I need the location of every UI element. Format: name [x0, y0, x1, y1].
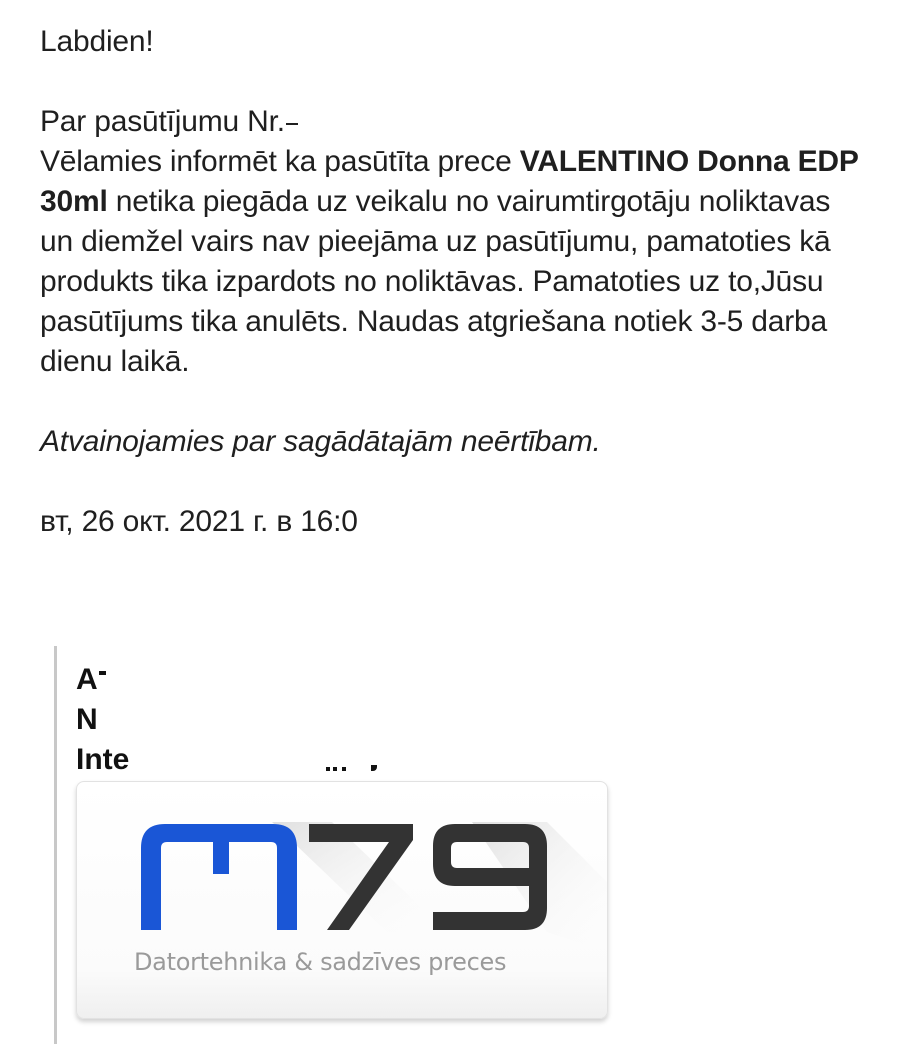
greeting: Labdien!: [40, 25, 154, 58]
company-logo: [76, 781, 608, 1019]
message-before-product: Vēlamies informēt ka pasūtīta prece: [40, 145, 520, 178]
order-number-redacted: [286, 123, 298, 125]
quoted-signature: [76, 660, 129, 780]
signature-line-1: A: [76, 660, 129, 700]
m79-logo-graphic: [77, 782, 607, 1018]
signature-line-3: Inte: [76, 740, 129, 780]
order-number-line: [40, 102, 870, 142]
message-paragraph: [40, 142, 870, 382]
quoted-date: вт, 26 окт. 2021 г. в 16:0: [40, 505, 358, 538]
order-prefix: Par pasūtījumu Nr.: [40, 105, 285, 138]
email-body: [40, 22, 870, 542]
apology-text: Atvainojamies par sagādātajām neērtībam.: [40, 425, 601, 458]
logo-digit-9: [433, 824, 547, 930]
logo-letter-m: [141, 824, 297, 930]
message-after-product: netika piegāda uz veikalu no vairumtirgotāju noliktavas un diemžel vairs nav pieejāma uz pasūtījumu, pamatoties kā produkts tika izpardots no noliktāvas. Pamatoties uz to,Jūsu pasūtījums tika anulēts. Naudas atgriešana notiek 3-5 darba dienu laikā.: [40, 185, 831, 378]
quoted-header: [40, 502, 870, 542]
quote-bar: [54, 646, 57, 1044]
logo-tagline: Datortehnika & sadzīves preces: [134, 948, 507, 976]
signature-line-2: N: [76, 703, 98, 736]
product-name: VALENTINO Donna EDP 30ml: [40, 145, 859, 218]
